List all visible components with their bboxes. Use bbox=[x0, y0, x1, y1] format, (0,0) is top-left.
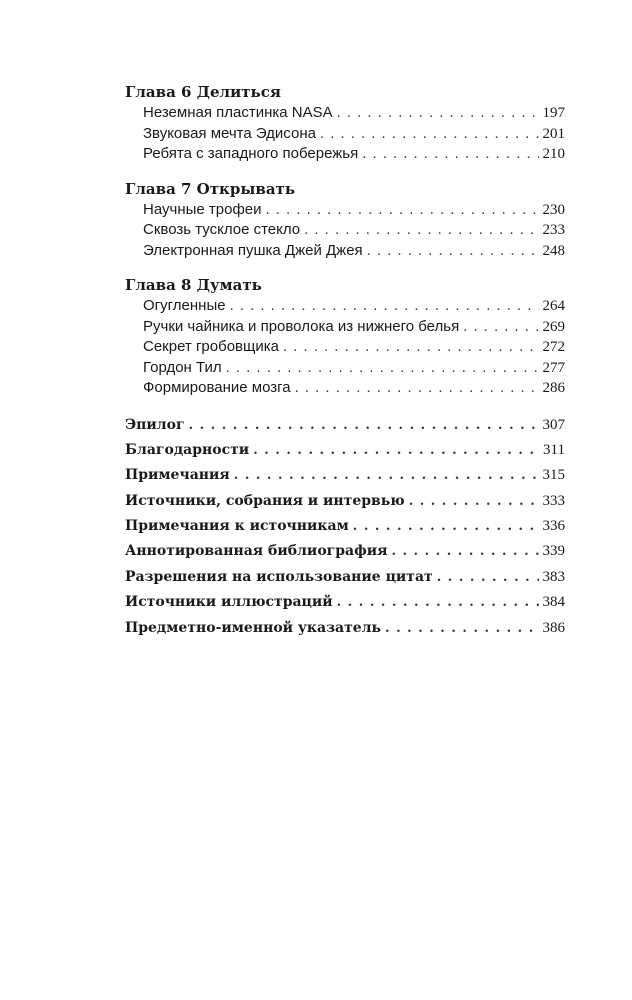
table-of-contents bbox=[125, 82, 565, 641]
chapter-title: Глава 8 Думать bbox=[125, 276, 262, 294]
toc-entry-epilogue[interactable] bbox=[125, 413, 565, 438]
toc-entry-index[interactable] bbox=[125, 616, 565, 641]
entry-page-number: 333 bbox=[542, 492, 565, 509]
entry-label: Предметно-именной указатель bbox=[125, 619, 382, 636]
entry-page-number: 277 bbox=[542, 359, 565, 376]
entry-label: Неземная пластинка NASA bbox=[143, 104, 333, 121]
toc-entry[interactable] bbox=[125, 220, 565, 241]
dot-leader bbox=[409, 489, 539, 514]
entry-label: Примечания к источникам bbox=[125, 518, 349, 535]
toc-entry-bibliography[interactable] bbox=[125, 539, 565, 564]
toc-entry[interactable] bbox=[125, 241, 565, 262]
entry-page-number: 386 bbox=[542, 619, 565, 636]
dot-leader bbox=[266, 201, 539, 222]
dot-leader bbox=[283, 338, 539, 359]
entry-label: Эпилог bbox=[125, 416, 185, 433]
entry-page-number: 286 bbox=[542, 380, 565, 396]
entry-page-number: 339 bbox=[542, 543, 565, 560]
dot-leader bbox=[189, 413, 539, 438]
entry-page-number: 264 bbox=[542, 298, 565, 314]
entry-page-number: 336 bbox=[542, 518, 565, 535]
entry-page-number: 233 bbox=[542, 222, 565, 238]
entry-label: Формирование мозга bbox=[143, 379, 291, 396]
entry-label: Аннотированная библиография bbox=[125, 543, 388, 560]
toc-entry-permissions[interactable] bbox=[125, 565, 565, 590]
chapter-7 bbox=[125, 179, 565, 262]
entry-label: Гордон Тил bbox=[143, 358, 222, 376]
toc-entry[interactable] bbox=[125, 296, 565, 317]
dot-leader bbox=[253, 438, 539, 463]
entry-label: Разрешения на использование цитат bbox=[125, 568, 433, 585]
dot-leader bbox=[391, 539, 538, 564]
dot-leader bbox=[295, 379, 539, 400]
entry-label: Звуковая мечта Эдисона bbox=[143, 124, 316, 142]
chapter-title: Глава 7 Открывать bbox=[125, 179, 296, 198]
dot-leader bbox=[367, 242, 539, 263]
chapter-6 bbox=[125, 82, 565, 165]
toc-entry-source-notes[interactable] bbox=[125, 514, 565, 539]
entry-label: Огугленные bbox=[143, 297, 226, 314]
entry-label: Научные трофеи bbox=[143, 200, 262, 218]
entry-page-number: 269 bbox=[542, 318, 565, 335]
chapter-8 bbox=[125, 275, 565, 399]
entry-page-number: 201 bbox=[542, 125, 565, 142]
toc-entry[interactable] bbox=[125, 103, 565, 124]
dot-leader bbox=[385, 616, 538, 641]
entry-page-number: 230 bbox=[542, 201, 565, 218]
chapter-title: Глава 6 Делиться bbox=[125, 83, 281, 101]
entry-page-number: 197 bbox=[542, 105, 565, 121]
toc-entry-acknowledgements[interactable] bbox=[125, 438, 565, 463]
entry-label: Примечания bbox=[125, 467, 230, 484]
toc-entry-sources[interactable] bbox=[125, 489, 565, 514]
entry-page-number: 248 bbox=[542, 242, 565, 259]
toc-entry[interactable] bbox=[125, 358, 565, 379]
entry-label: Ребята с западного побережья bbox=[143, 145, 359, 162]
toc-entry[interactable] bbox=[125, 317, 565, 338]
entry-page-number: 307 bbox=[542, 416, 565, 433]
entry-page-number: 210 bbox=[542, 146, 565, 162]
dot-leader bbox=[337, 590, 539, 615]
dot-leader bbox=[304, 221, 538, 242]
toc-entry[interactable] bbox=[125, 378, 565, 399]
entry-label: Ручки чайника и проволока из нижнего белья bbox=[143, 317, 460, 335]
toc-entry[interactable] bbox=[125, 124, 565, 145]
entry-label: Источники иллюстраций bbox=[125, 594, 333, 611]
toc-entry[interactable] bbox=[125, 200, 565, 221]
dot-leader bbox=[320, 125, 539, 146]
dot-leader bbox=[362, 145, 538, 166]
dot-leader bbox=[463, 318, 538, 339]
dot-leader bbox=[437, 565, 539, 590]
entry-label: Благодарности bbox=[125, 441, 250, 458]
entry-label: Секрет гробовщика bbox=[143, 338, 279, 355]
entry-page-number: 315 bbox=[542, 467, 565, 484]
entry-label: Источники, собрания и интервью bbox=[125, 492, 405, 509]
entry-page-number: 384 bbox=[542, 594, 565, 611]
dot-leader bbox=[226, 359, 539, 380]
dot-leader bbox=[234, 463, 539, 488]
entry-label: Электронная пушка Джей Джея bbox=[143, 241, 363, 259]
dot-leader bbox=[353, 514, 539, 539]
toc-entry-notes[interactable] bbox=[125, 463, 565, 488]
back-matter bbox=[125, 413, 565, 642]
entry-page-number: 311 bbox=[543, 441, 565, 458]
toc-entry[interactable] bbox=[125, 337, 565, 358]
entry-page-number: 272 bbox=[542, 339, 565, 355]
dot-leader bbox=[230, 297, 539, 318]
toc-entry-illustration-credits[interactable] bbox=[125, 590, 565, 615]
dot-leader bbox=[337, 104, 539, 125]
toc-entry[interactable] bbox=[125, 144, 565, 165]
entry-page-number: 383 bbox=[542, 568, 565, 585]
entry-label: Сквозь тусклое стекло bbox=[143, 221, 301, 238]
